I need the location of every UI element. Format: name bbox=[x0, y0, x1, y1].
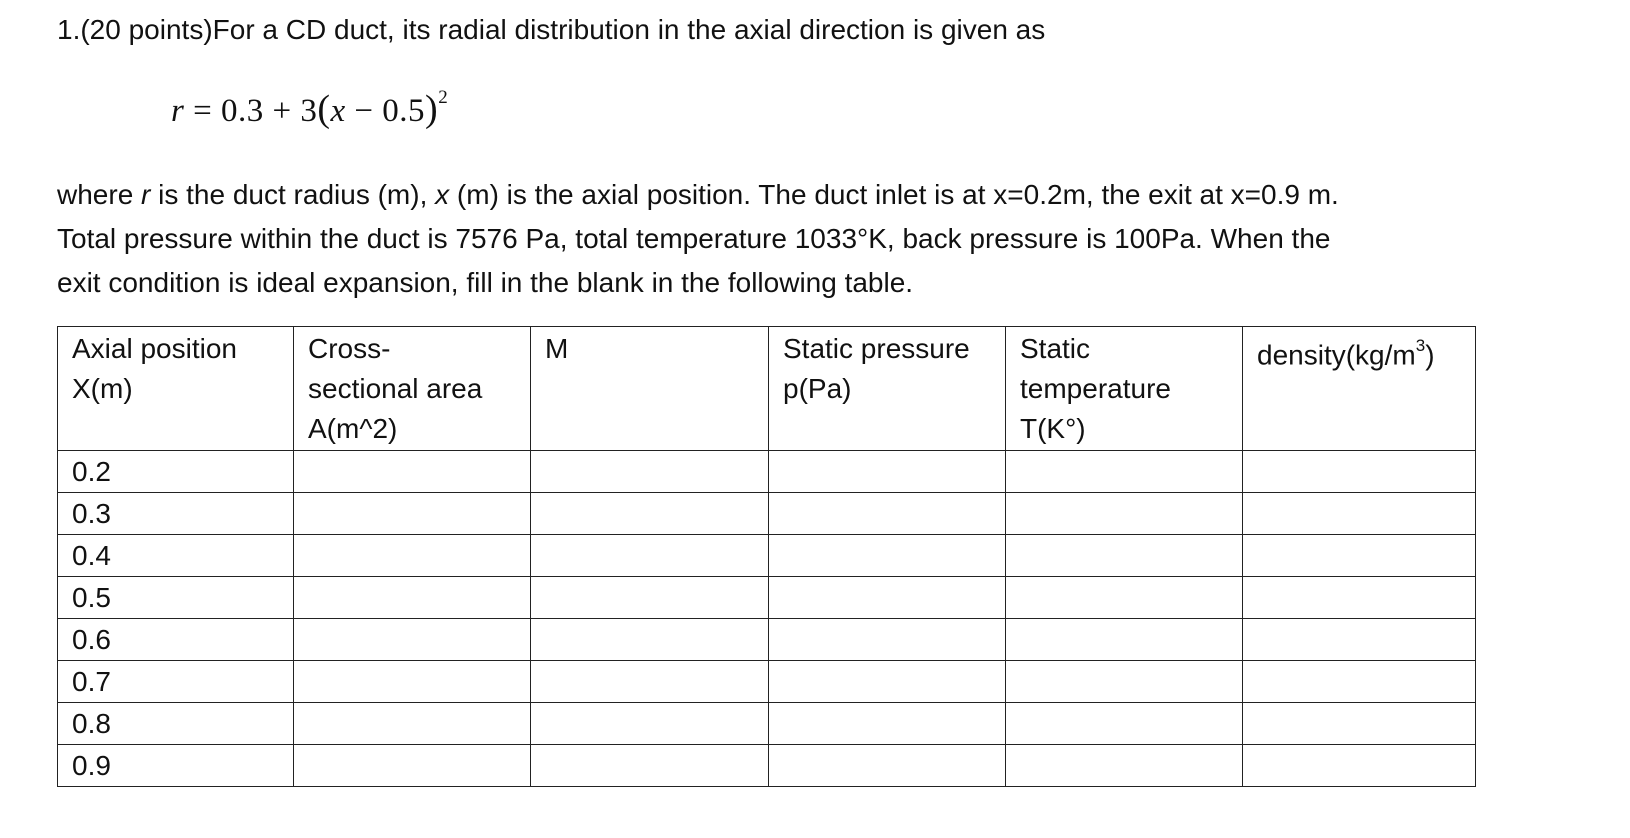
header-text: p(Pa) bbox=[783, 373, 852, 404]
table-row bbox=[58, 745, 1476, 787]
cell-temperature[interactable] bbox=[1006, 451, 1243, 493]
cell-temperature[interactable] bbox=[1006, 703, 1243, 745]
formula-x: x bbox=[330, 93, 346, 129]
header-text: Cross- bbox=[308, 333, 391, 364]
formula-r: r bbox=[171, 93, 185, 129]
cell-axial-position: 0.4 bbox=[58, 535, 294, 577]
cell-pressure[interactable] bbox=[769, 577, 1006, 619]
header-text: density(kg/m bbox=[1257, 339, 1416, 371]
header-text: sectional area bbox=[308, 373, 483, 404]
table-row bbox=[58, 661, 1476, 703]
cell-temperature[interactable] bbox=[1006, 493, 1243, 535]
header-text: Static pressure bbox=[783, 333, 970, 364]
header-static-pressure bbox=[769, 327, 1006, 451]
cell-density[interactable] bbox=[1243, 577, 1476, 619]
formula-close-paren: ) bbox=[425, 88, 439, 130]
header-text: T(K°) bbox=[1020, 413, 1086, 444]
table-header-row bbox=[58, 327, 1476, 451]
header-axial-position bbox=[58, 327, 294, 451]
formula-equals: = bbox=[193, 93, 213, 129]
cell-temperature[interactable] bbox=[1006, 535, 1243, 577]
cell-temperature[interactable] bbox=[1006, 577, 1243, 619]
cell-mach[interactable] bbox=[531, 661, 769, 703]
cell-mach[interactable] bbox=[531, 577, 769, 619]
header-superscript: 3 bbox=[1415, 336, 1426, 355]
table-row bbox=[58, 493, 1476, 535]
header-text: Axial position bbox=[72, 333, 237, 364]
cell-pressure[interactable] bbox=[769, 451, 1006, 493]
cell-density[interactable] bbox=[1243, 703, 1476, 745]
header-density bbox=[1243, 327, 1476, 451]
header-text: A(m^2) bbox=[308, 413, 398, 444]
formula-open-paren: ( bbox=[317, 88, 331, 130]
description-text: where bbox=[57, 179, 142, 210]
formula-constant: 0.3 bbox=[220, 93, 264, 129]
cell-pressure[interactable] bbox=[769, 535, 1006, 577]
cell-mach[interactable] bbox=[531, 703, 769, 745]
description-text: (m) is the axial position. The duct inlet is at x=0.2m, the exit at x=0.9 m. bbox=[449, 179, 1339, 210]
cell-mach[interactable] bbox=[531, 493, 769, 535]
header-text: Static bbox=[1020, 333, 1091, 364]
cell-axial-position: 0.7 bbox=[58, 661, 294, 703]
formula-coefficient: 3 bbox=[300, 93, 318, 129]
cell-pressure[interactable] bbox=[769, 703, 1006, 745]
header-static-temperature bbox=[1006, 327, 1243, 451]
cell-pressure[interactable] bbox=[769, 619, 1006, 661]
cell-density[interactable] bbox=[1243, 493, 1476, 535]
description-text: is the duct radius (m), bbox=[150, 179, 436, 210]
question-heading: 1.(20 points)For a CD duct, its radial distribution in the axial direction is given as bbox=[57, 14, 1046, 45]
cell-area[interactable] bbox=[294, 619, 531, 661]
cell-area[interactable] bbox=[294, 661, 531, 703]
results-table bbox=[57, 326, 1476, 787]
header-text: X(m) bbox=[72, 373, 133, 404]
cell-density[interactable] bbox=[1243, 535, 1476, 577]
header-area bbox=[294, 327, 531, 451]
description-line-3: exit condition is ideal expansion, fill in the blank in the following table. bbox=[57, 267, 914, 298]
table-row bbox=[58, 577, 1476, 619]
description-line-1 bbox=[57, 173, 1577, 217]
description-var-r: r bbox=[141, 179, 151, 210]
cell-mach[interactable] bbox=[531, 535, 769, 577]
formula-plus: + bbox=[272, 93, 292, 129]
cell-area[interactable] bbox=[294, 493, 531, 535]
table-row bbox=[58, 619, 1476, 661]
cell-area[interactable] bbox=[294, 451, 531, 493]
header-text: ) bbox=[1425, 339, 1435, 371]
cell-density[interactable] bbox=[1243, 451, 1476, 493]
table-row bbox=[58, 535, 1476, 577]
cell-temperature[interactable] bbox=[1006, 745, 1243, 787]
cell-mach[interactable] bbox=[531, 745, 769, 787]
cell-axial-position: 0.2 bbox=[58, 451, 294, 493]
cell-mach[interactable] bbox=[531, 619, 769, 661]
formula-minus: − bbox=[354, 93, 374, 129]
cell-axial-position: 0.5 bbox=[58, 577, 294, 619]
description-line-2: Total pressure within the duct is 7576 Pa, total temperature 1033°K, back pressure is 100Pa. When the bbox=[57, 223, 1331, 254]
problem-description bbox=[57, 173, 1577, 305]
header-text: temperature bbox=[1020, 373, 1171, 404]
formula-exponent: 2 bbox=[438, 87, 449, 108]
cell-area[interactable] bbox=[294, 703, 531, 745]
cell-axial-position: 0.8 bbox=[58, 703, 294, 745]
radius-formula bbox=[171, 82, 448, 133]
table-row bbox=[58, 451, 1476, 493]
cell-pressure[interactable] bbox=[769, 745, 1006, 787]
cell-axial-position: 0.9 bbox=[58, 745, 294, 787]
cell-temperature[interactable] bbox=[1006, 619, 1243, 661]
cell-area[interactable] bbox=[294, 745, 531, 787]
cell-pressure[interactable] bbox=[769, 661, 1006, 703]
cell-density[interactable] bbox=[1243, 661, 1476, 703]
description-var-x: x bbox=[435, 179, 450, 210]
cell-area[interactable] bbox=[294, 535, 531, 577]
cell-density[interactable] bbox=[1243, 619, 1476, 661]
cell-temperature[interactable] bbox=[1006, 661, 1243, 703]
cell-axial-position: 0.6 bbox=[58, 619, 294, 661]
cell-area[interactable] bbox=[294, 577, 531, 619]
formula-offset: 0.5 bbox=[382, 93, 426, 129]
table-row bbox=[58, 703, 1476, 745]
cell-density[interactable] bbox=[1243, 745, 1476, 787]
cell-pressure[interactable] bbox=[769, 493, 1006, 535]
header-mach: M bbox=[531, 327, 769, 451]
cell-axial-position: 0.3 bbox=[58, 493, 294, 535]
cell-mach[interactable] bbox=[531, 451, 769, 493]
